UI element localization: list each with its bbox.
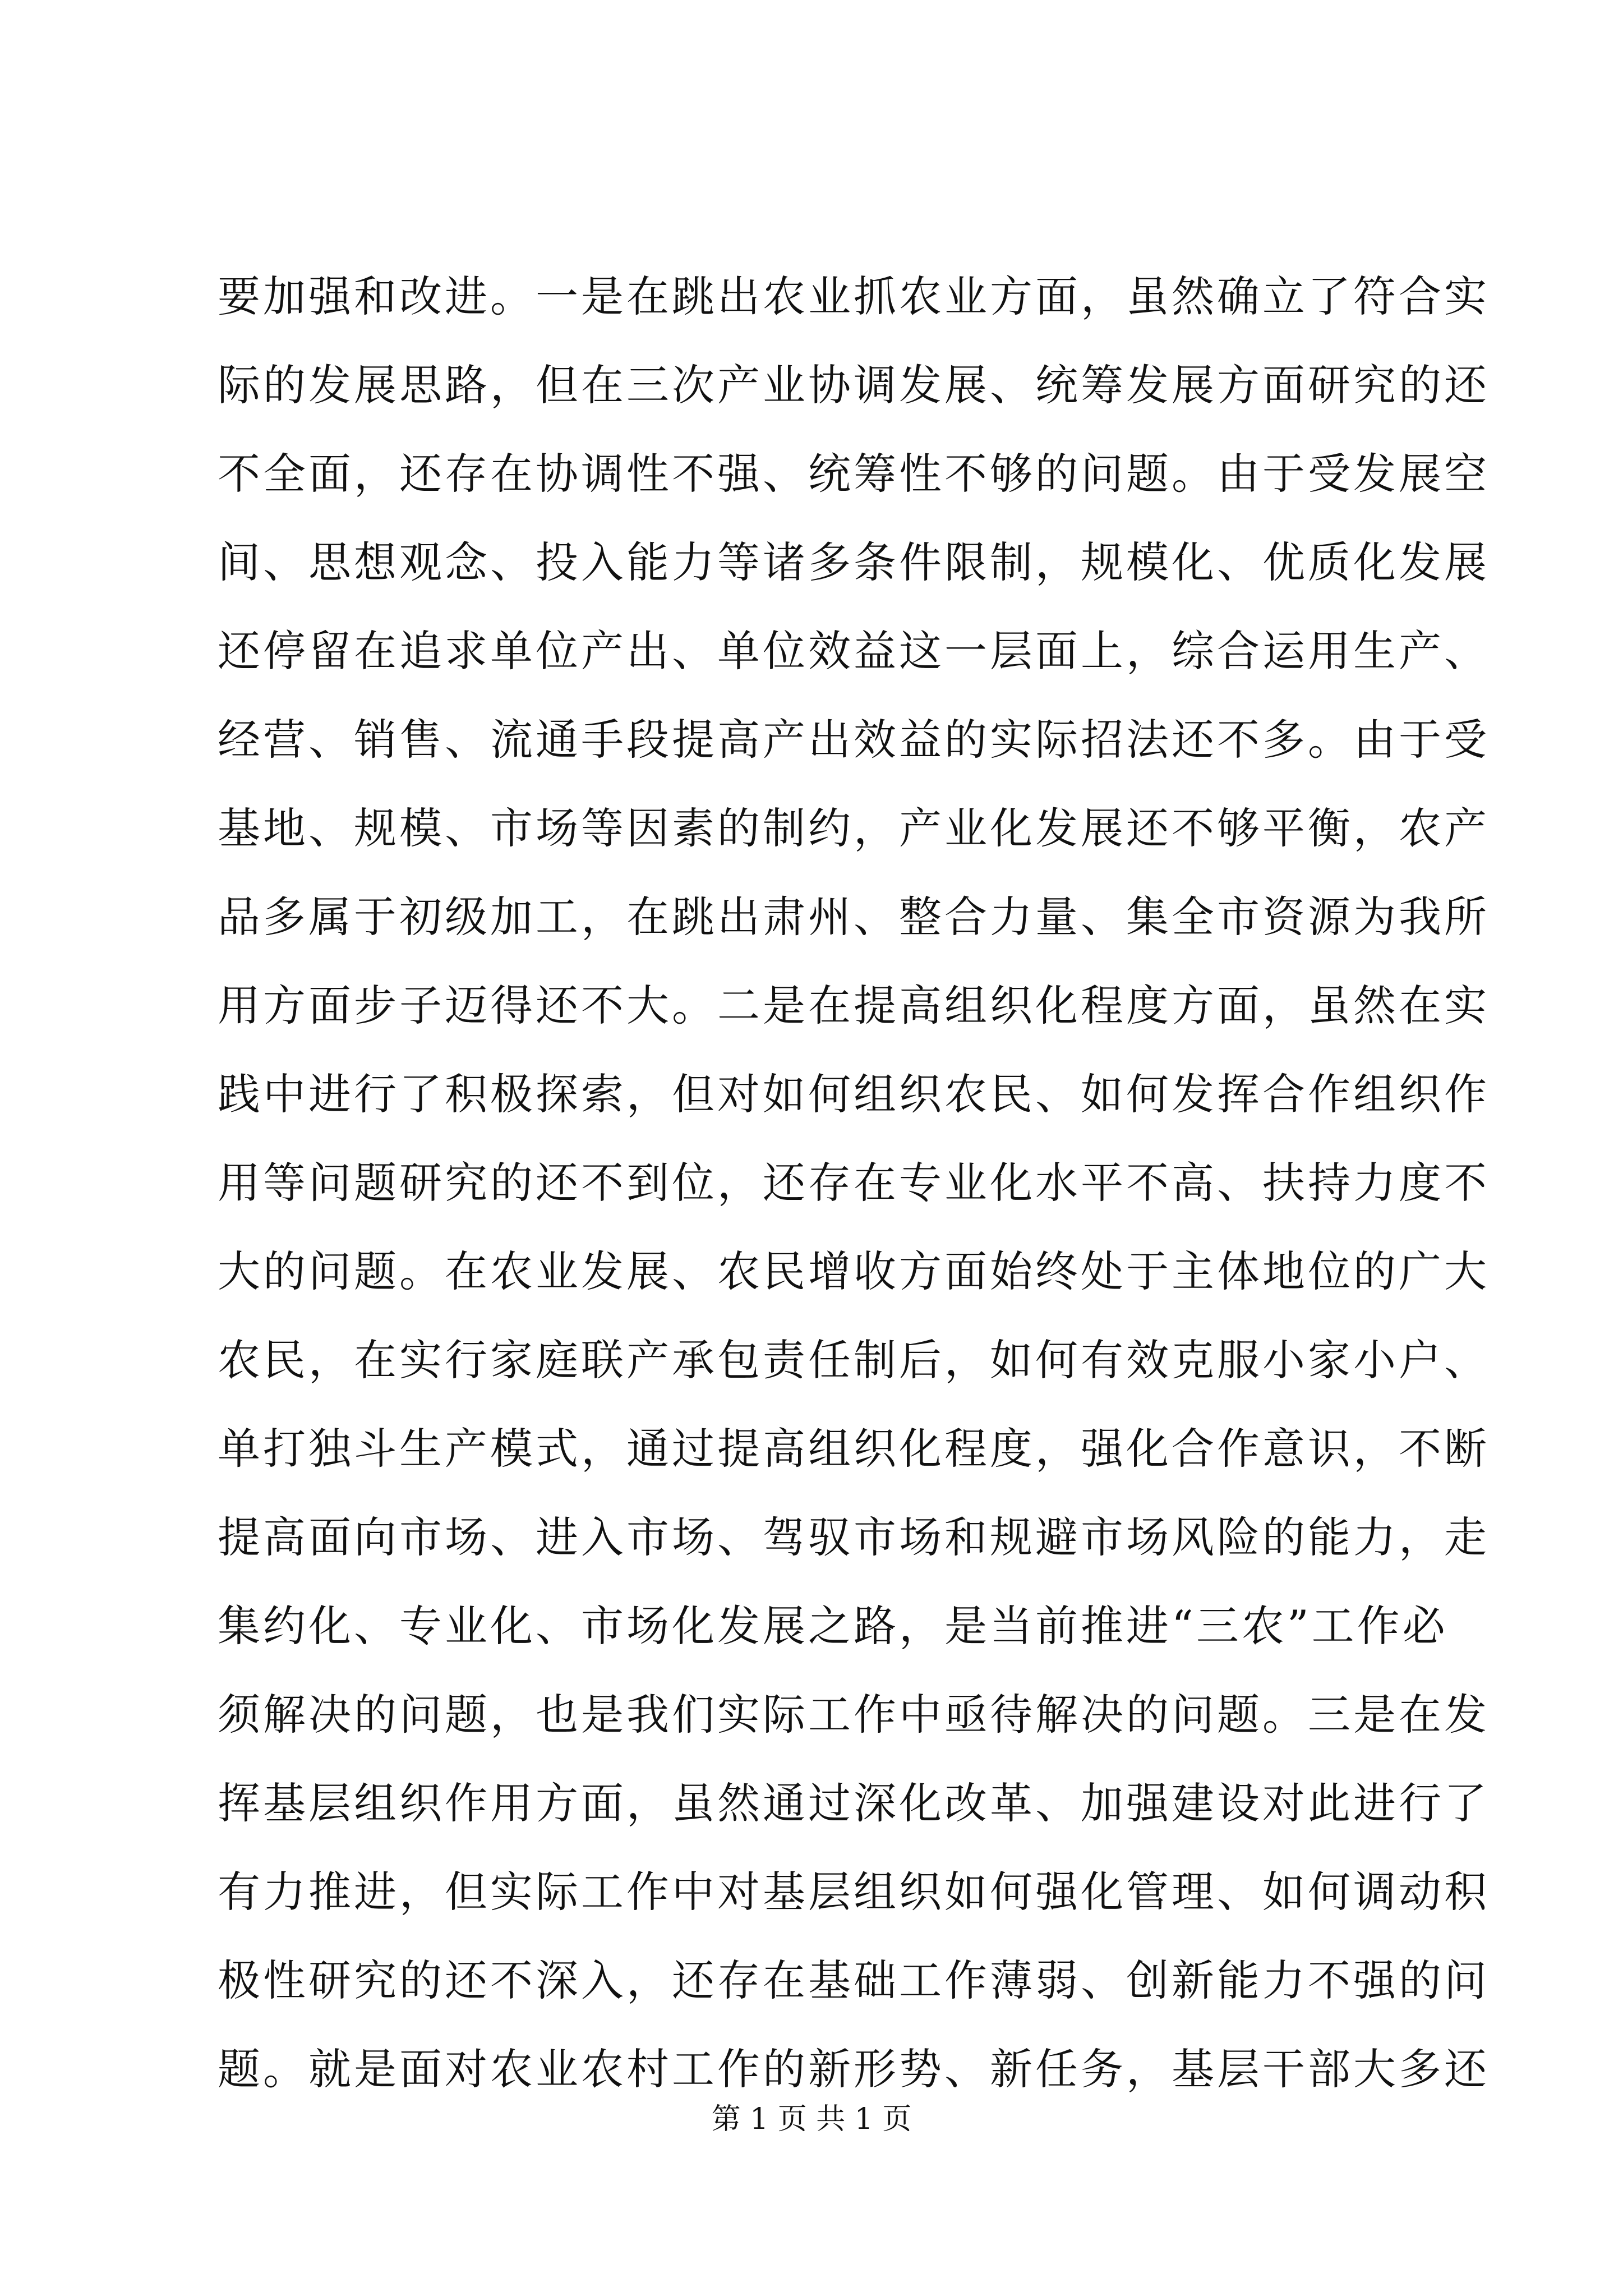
text-line: 用等问题研究的还不到位，还存在专业化水平不高、扶持力度不	[218, 1158, 1490, 1208]
text-line: 践中进行了积极探索，但对如何组织农民、如何发挥合作组织作	[218, 1069, 1490, 1119]
text-line: 单打独斗生产模式，通过提高组织化程度，强化合作意识，不断	[218, 1424, 1490, 1474]
text-line: 须解决的问题，也是我们实际工作中亟待解决的问题。三是在发	[218, 1690, 1490, 1740]
text-line: 间、思想观念、投入能力等诸多条件限制，规模化、优质化发展	[218, 537, 1490, 587]
text-line: 用方面步子迈得还不大。二是在提高组织化程度方面，虽然在实	[218, 981, 1490, 1030]
text-line: 农民，在实行家庭联产承包责任制后，如何有效克服小家小户、	[218, 1335, 1490, 1385]
text-line: 品多属于初级加工，在跳出肃州、整合力量、集全市资源为我所	[218, 892, 1490, 942]
text-line: 大的问题。在农业发展、农民增收方面始终处于主体地位的广大	[218, 1246, 1490, 1296]
text-line: 经营、销售、流通手段提高产出效益的实际招法还不多。由于受	[218, 715, 1490, 765]
text-line: 极性研究的还不深入，还存在基础工作薄弱、创新能力不强的问	[218, 1955, 1490, 2005]
text-line: 还停留在追求单位产出、单位效益这一层面上，综合运用生产、	[218, 626, 1490, 676]
text-line: 要加强和改进。一是在跳出农业抓农业方面，虽然确立了符合实	[218, 272, 1490, 321]
text-line: 集约化、专业化、市场化发展之路，是当前推进“三农”工作必	[218, 1601, 1448, 1651]
text-line: 题。就是面对农业农村工作的新形势、新任务，基层干部大多还	[218, 2044, 1490, 2094]
text-line: 不全面，还存在协调性不强、统筹性不够的问题。由于受发展空	[218, 449, 1490, 499]
text-line: 基地、规模、市场等因素的制约，产业化发展还不够平衡，农产	[218, 803, 1490, 853]
text-line: 有力推进，但实际工作中对基层组织如何强化管理、如何调动积	[218, 1867, 1490, 1917]
page-number-footer: 第 1 页 共 1 页	[711, 2102, 912, 2136]
text-line: 际的发展思路，但在三次产业协调发展、统筹发展方面研究的还	[218, 360, 1490, 410]
text-line: 挥基层组织作用方面，虽然通过深化改革、加强建设对此进行了	[218, 1778, 1490, 1828]
text-line: 提高面向市场、进入市场、驾驭市场和规避市场风险的能力，走	[218, 1512, 1490, 1562]
body-paragraph	[218, 252, 1490, 2114]
